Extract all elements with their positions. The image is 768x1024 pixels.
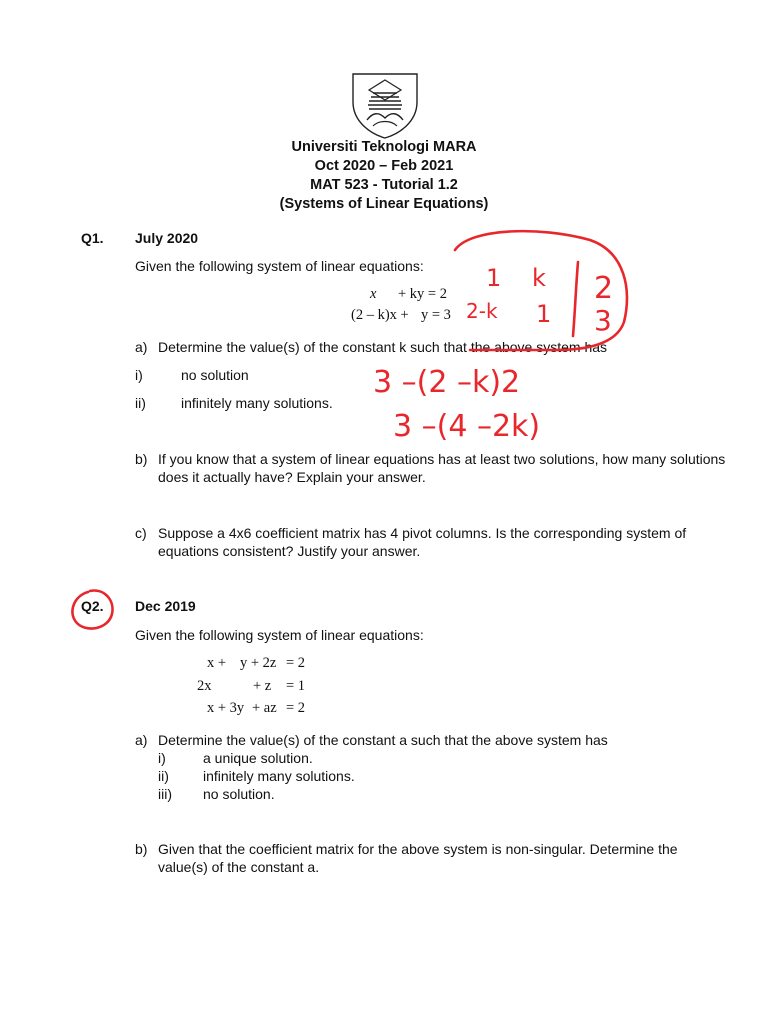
q2-eq1-col2: y + 2z [240, 655, 277, 671]
matrix-entry-2-2: 1 [536, 300, 552, 328]
q1-item-text: no solution [181, 367, 249, 383]
q2-part-b-line1: Given that the coefficient matrix for the above system is non-singular. Determine the [158, 841, 678, 857]
q1-eq1-rhs: + ky = 2 [398, 286, 447, 302]
q2-item-text: infinitely many solutions. [203, 768, 355, 784]
q1-intro: Given the following system of linear equations: [135, 258, 424, 274]
q1-part-b-line2: does it actually have? Explain your answer. [158, 469, 426, 485]
q2-eq1-col3: = 2 [286, 655, 306, 671]
q1-part-b-line1: If you know that a system of linear equations has at least two solutions, how many solutions [158, 451, 726, 467]
matrix-entry-1-2: k [532, 264, 546, 292]
matrix-divider-line [573, 262, 578, 336]
q1-part-c-marker: c) [135, 525, 147, 541]
handwritten-working-line-1: 3 –(2 –k)2 [373, 365, 521, 400]
q2-part-b-marker: b) [135, 841, 148, 857]
topic-title: (Systems of Linear Equations) [279, 196, 489, 212]
q2-part-a-marker: a) [135, 732, 148, 748]
q1-item-text: infinitely many solutions. [181, 395, 333, 411]
q1-item-num: i) [135, 367, 143, 383]
question-label-q2: Q2. [81, 598, 104, 614]
q1-part-a-text: Determine the value(s) of the constant k such that the above system has [158, 339, 608, 355]
q2-eq2-col2: + z [253, 678, 272, 694]
q2-eq2-col1: 2x [197, 678, 212, 694]
question-label-q1: Q1. [81, 230, 104, 246]
question-date-q1: July 2020 [135, 230, 199, 246]
q2-part-b-line2: value(s) of the constant a. [158, 859, 320, 875]
q2-eq1-col1: x + [207, 655, 227, 671]
q2-item-num: ii) [158, 768, 169, 784]
q1-eq1-lhs: x [370, 286, 377, 302]
q2-eq3-col2: + az [252, 700, 277, 716]
q2-intro: Given the following system of linear equations: [135, 627, 424, 643]
course-title: MAT 523 - Tutorial 1.2 [310, 177, 458, 193]
q2-label-circle [72, 591, 112, 629]
q1-part-a-marker: a) [135, 339, 148, 355]
q2-item-text: no solution. [203, 786, 275, 802]
semester: Oct 2020 – Feb 2021 [314, 158, 454, 174]
q1-part-b-marker: b) [135, 451, 148, 467]
q1-part-c-line1: Suppose a 4x6 coefficient matrix has 4 pivot columns. Is the corresponding system of [158, 525, 687, 541]
q1-item-num: ii) [135, 395, 146, 411]
handwritten-working-line-2: 3 –(4 –2k) [393, 409, 541, 444]
question-date-q2: Dec 2019 [135, 598, 196, 614]
matrix-entry-1-1: 1 [486, 264, 502, 292]
q2-item-num: i) [158, 750, 166, 766]
q1-eq2-lhs: (2 – k)x + [351, 307, 409, 323]
q2-item-text: a unique solution. [203, 750, 313, 766]
q2-eq2-col3: = 1 [286, 678, 306, 694]
q1-eq2-rhs: y = 3 [421, 307, 451, 323]
institution-name: Universiti Teknologi MARA [291, 139, 477, 155]
q2-eq3-col1: x + 3y [207, 700, 245, 716]
q2-eq3-col3: = 2 [286, 700, 306, 716]
q2-item-num: iii) [158, 786, 172, 802]
matrix-entry-2-1: 2-k [466, 299, 498, 323]
q1-part-c-line2: equations consistent? Justify your answer. [158, 543, 421, 559]
matrix-entry-2-3: 3 [594, 304, 612, 337]
q2-part-a-text: Determine the value(s) of the constant a such that the above system has [158, 732, 608, 748]
matrix-entry-1-3: 2 [594, 271, 614, 306]
